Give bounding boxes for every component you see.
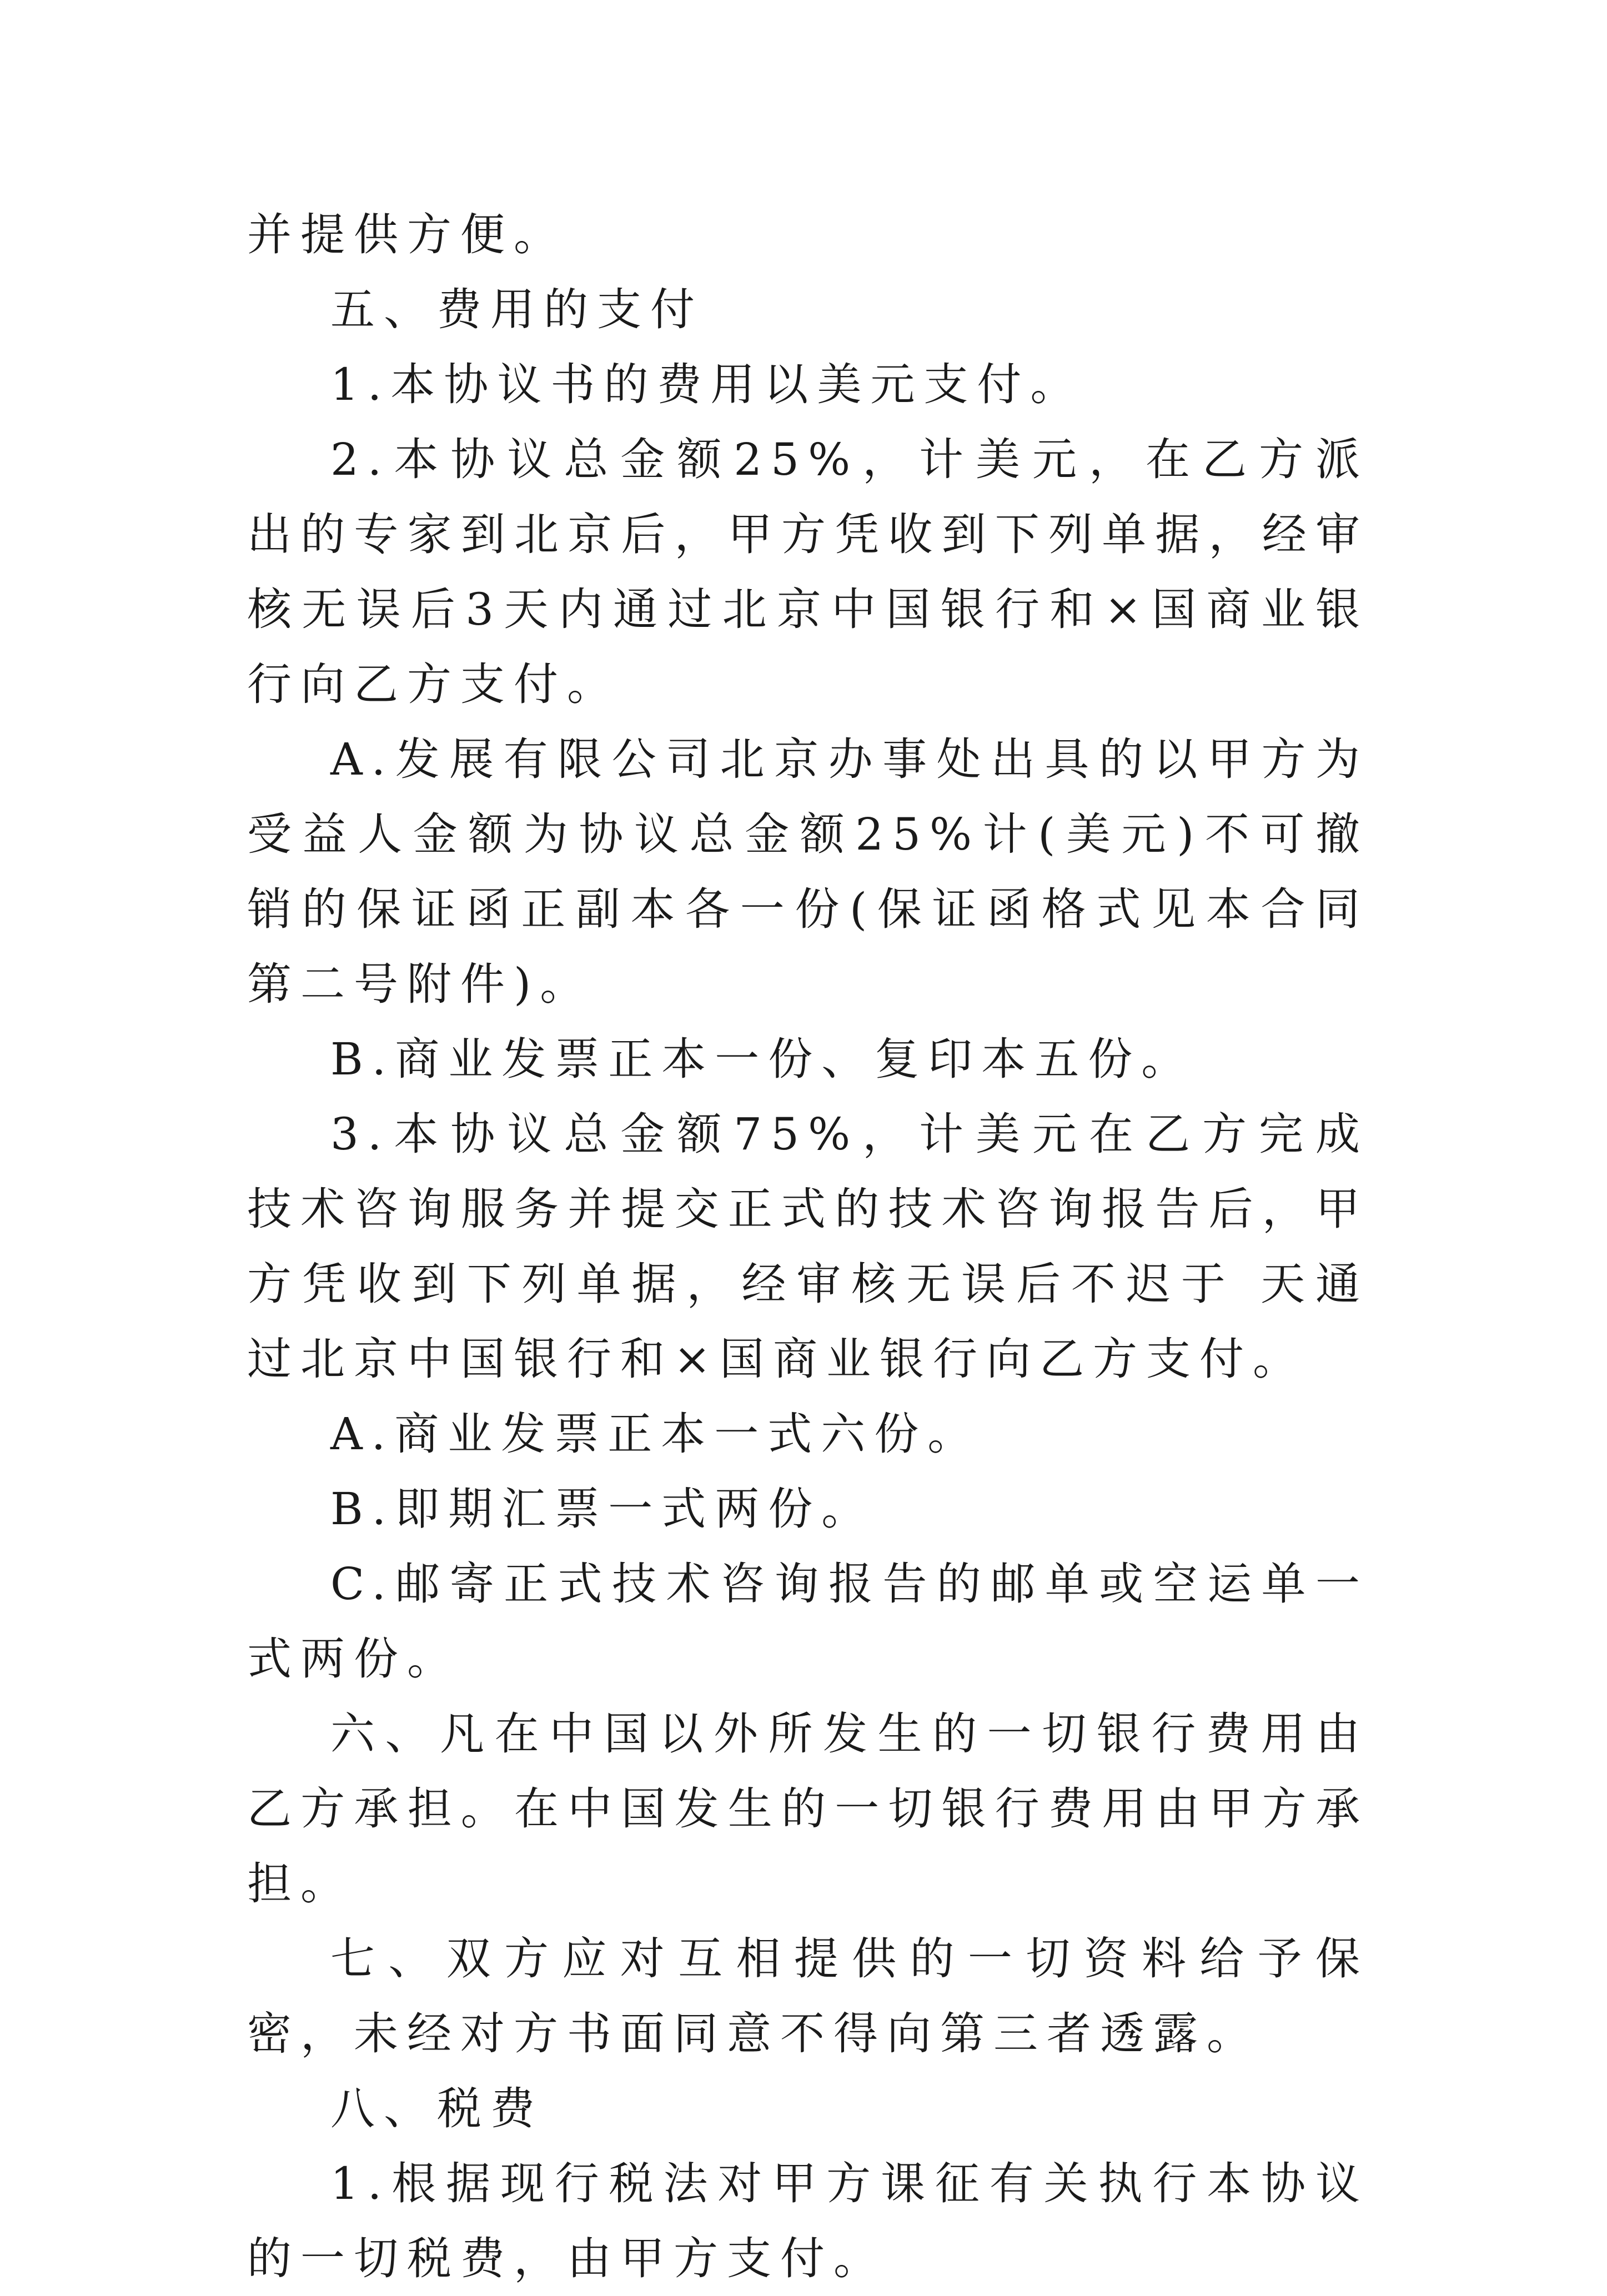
section-heading-taxes: 八、税费 <box>330 2083 544 2134</box>
paragraph: C.邮寄正式技术咨询报告的邮单或空运单一式两份。 <box>247 1558 1369 1685</box>
paragraph: B.商业发票正本一份、复印本五份。 <box>330 1033 1195 1085</box>
paragraph: 1.本协议书的费用以美元支付。 <box>330 359 1084 410</box>
paragraph: 1.根据现行税法对甲方课征有关执行本协议的一切税费，由甲方支付。 <box>247 2158 1369 2284</box>
section-heading-bank-fees: 六、凡在中国以外所发生的一切银行费用由乙方承担。在中国发生的一切银行费用由甲方承担。 <box>247 1708 1369 1910</box>
paragraph: 3.本协议总金额75%，计美元在乙方完成技术咨询服务并提交正式的技术咨询报告后，甲方凭收到下列单据，经审核无误后不迟于 天通过北京中国银行和×国商业银行向乙方支付。 <box>247 1108 1369 1385</box>
paragraph: A.发展有限公司北京办事处出具的以甲方为受益人金额为协议总金额25%计(美元)不可撤销的保证函正副本各一份(保证函格式见本合同第二号附件)。 <box>247 733 1369 1010</box>
paragraph: B.即期汇票一式两份。 <box>330 1483 875 1535</box>
paragraph: 2.本协议总金额25%，计美元，在乙方派出的专家到北京后，甲方凭收到下列单据，经审核无误后3天内通过北京中国银行和×国商业银行向乙方支付。 <box>247 434 1369 710</box>
section-heading-confidentiality: 七、双方应对互相提供的一切资料给予保密，未经对方书面同意不得向第三者透露。 <box>247 1933 1369 2059</box>
paragraph: 并提供方便。 <box>247 209 567 260</box>
section-heading-payment: 五、费用的支付 <box>330 284 704 335</box>
paragraph: A.商业发票正本一式六份。 <box>330 1408 981 1460</box>
document-body <box>247 197 1369 2296</box>
